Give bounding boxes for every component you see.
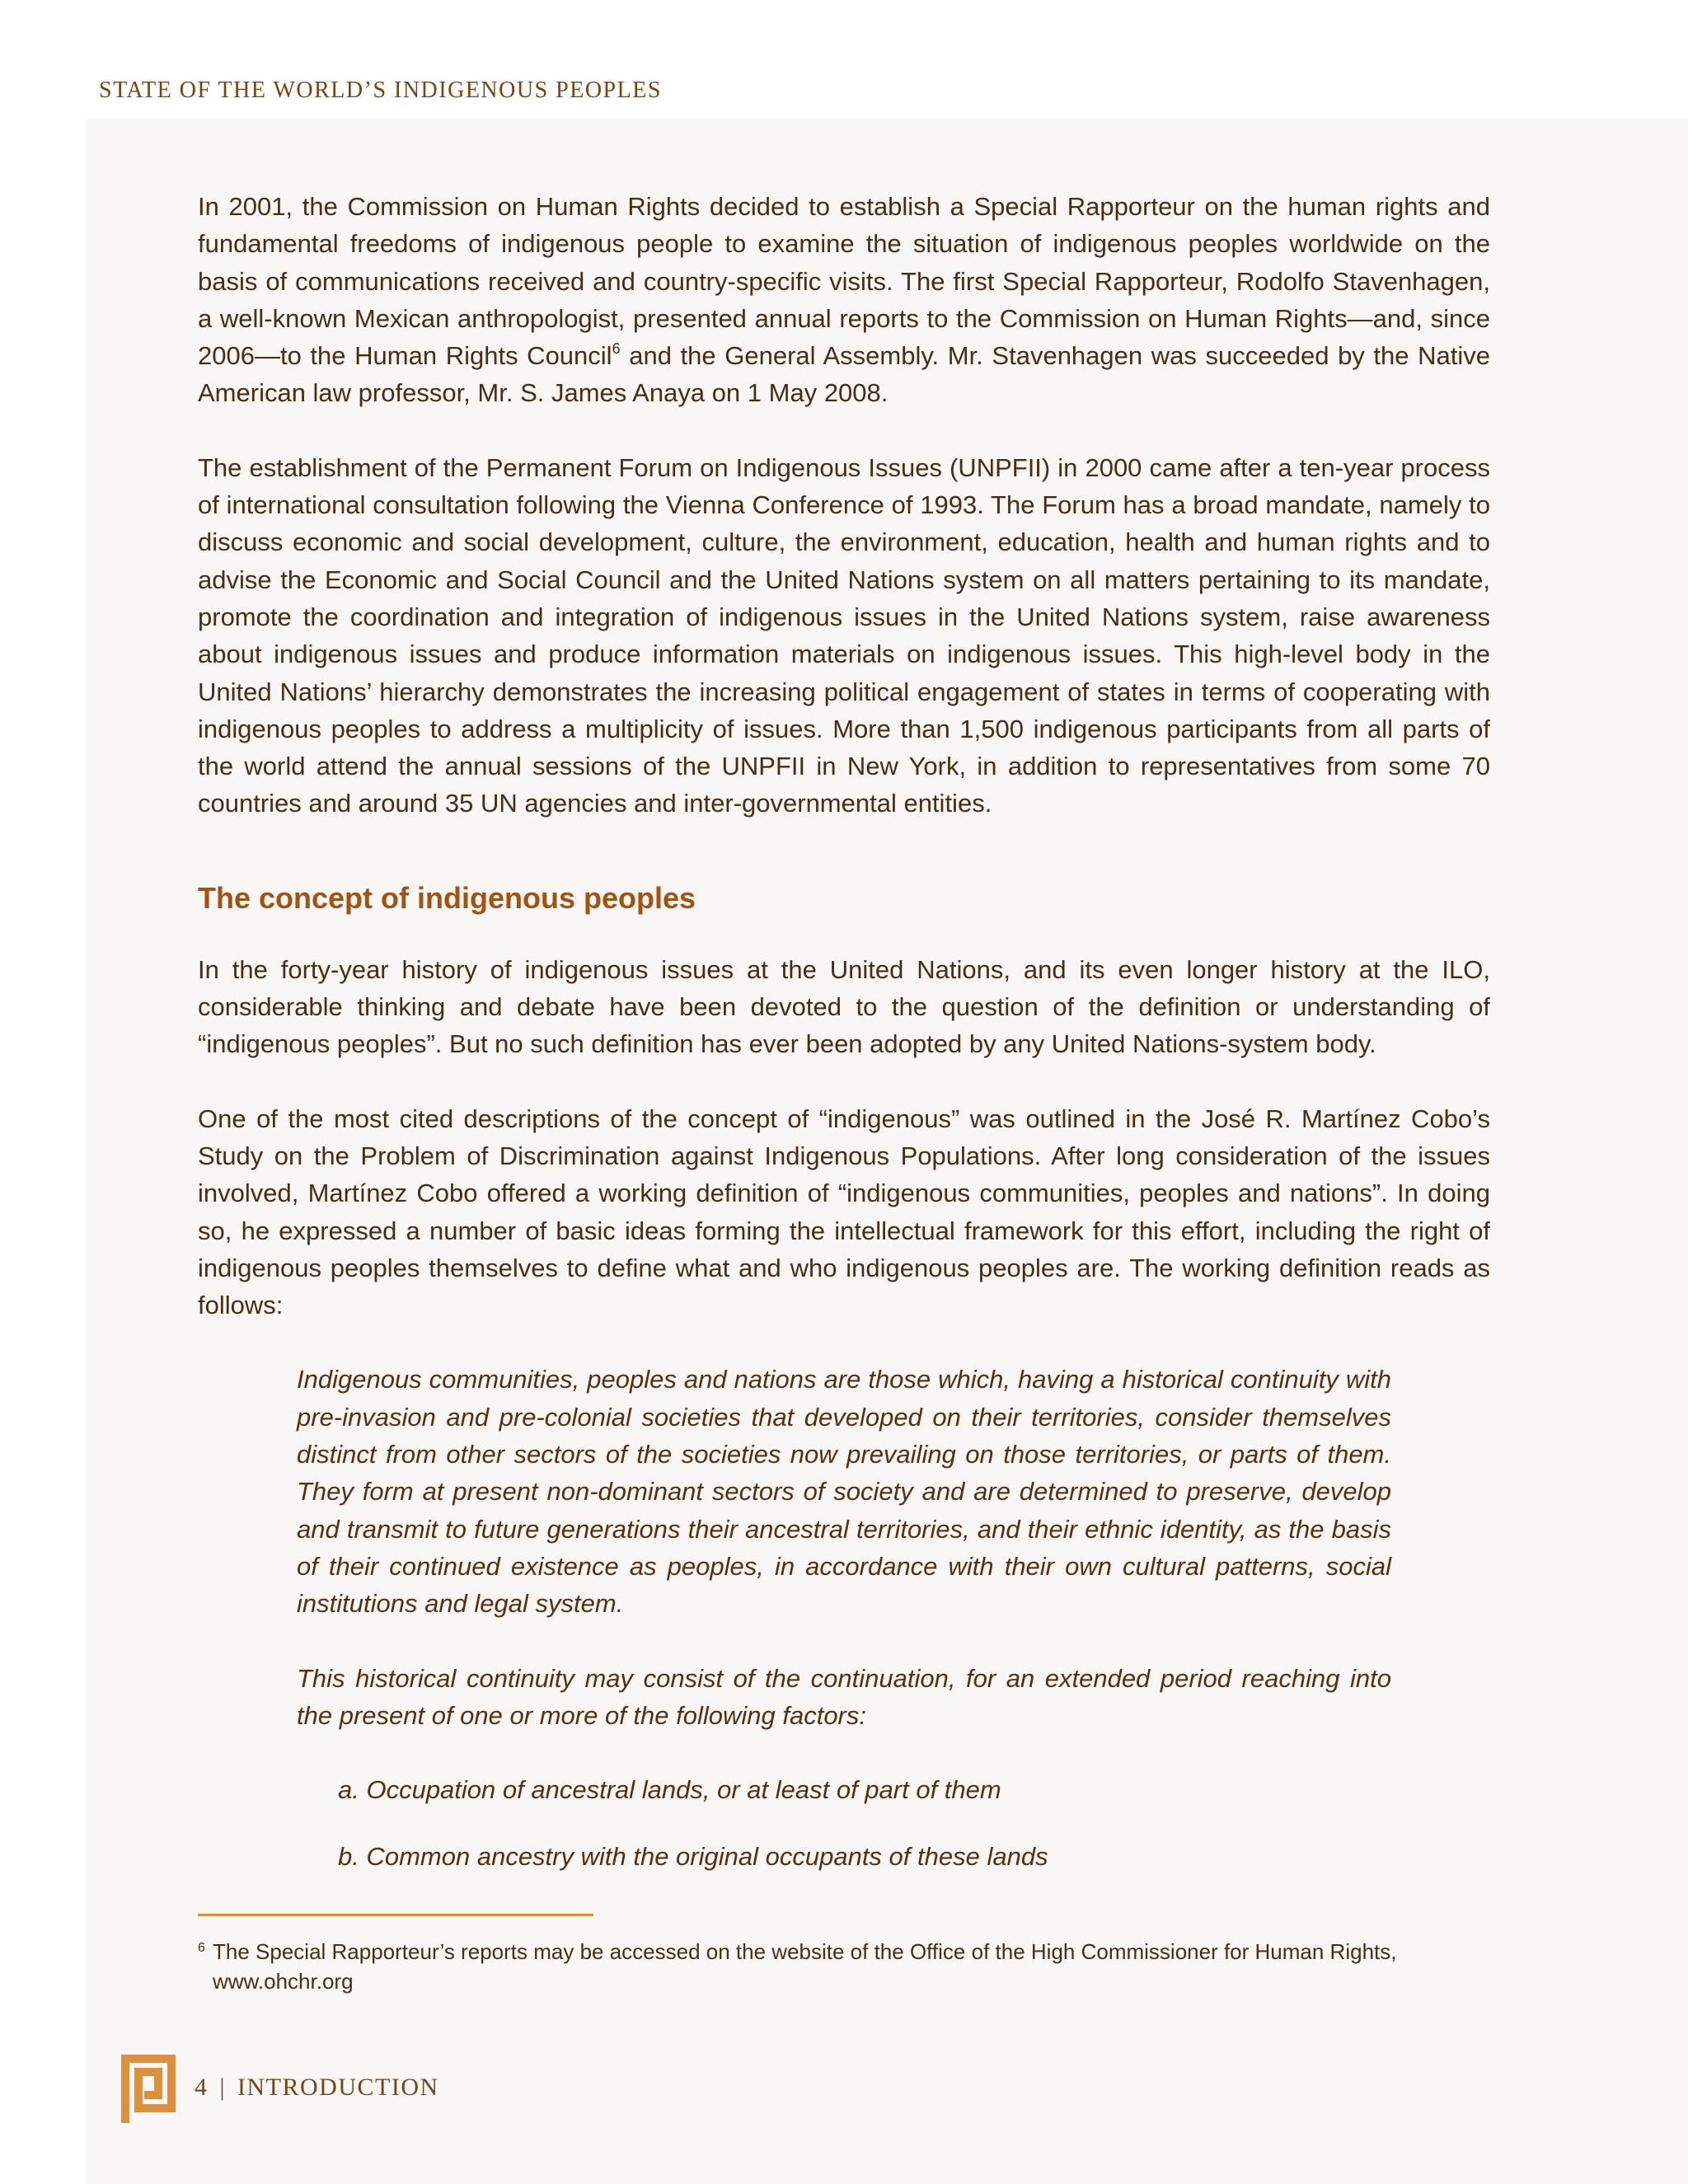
paragraph-text: and the General Assembly. Mr. Stavenhagen was succeeded by the Native American law professor, Mr. S. James Anaya on 1 May 2008.	[198, 341, 1491, 408]
section-heading: The concept of indigenous peoples	[198, 880, 696, 915]
section-label: INTRODUCTION	[237, 2074, 439, 2101]
footnote-text: The Special Rapporteur’s reports may be accessed on the website of the Office of the High Commissioner for Human Rights, www.ohchr.org	[213, 1939, 1397, 1994]
running-header: STATE OF THE WORLD’S INDIGENOUS PEOPLES	[99, 77, 662, 103]
paragraph-special-rapporteur	[198, 188, 1490, 412]
footnote	[198, 1937, 1490, 1996]
paragraph-permanent-forum: The establishment of the Permanent Forum on Indigenous Issues (UNPFII) in 2000 came after a ten-year process of international consultation following the Vienna Conference of 1993. The Forum has a broad mandate, namely to discuss economic and social development, culture, the environment, education, health and human rights and to advise the Economic and Social Council and the United Nations system on all matters pertaining to its mandate, promote the coordination and integration of indigenous issues in the United Nations system, raise awareness about indigenous issues and produce information materials on indigenous issues. This high-level body in the United Nations’ hierarchy demonstrates the increasing political engagement of states in terms of cooperating with indigenous peoples to address a multiplicity of issues. More than 1,500 indigenous participants from all parts of the world attend the annual sessions of the UNPFII in New York, in addition to representatives from some 70 countries and around 35 UN agencies and inter-governmental entities.	[198, 452, 1490, 818]
block-quote	[297, 1361, 1391, 1875]
footnote-divider	[198, 1914, 593, 1916]
page-number: 4	[195, 2074, 209, 2101]
paragraph-definition-history: In the forty-year history of indigenous issues at the United Nations, and its even longer history at the ILO, considerable thinking and debate have been devoted to the question of the definition or understanding of “indigenous peoples”. But no such definition has ever been adopted by any United Nations-system body.	[198, 954, 1490, 1059]
page-footer	[195, 2074, 439, 2102]
paragraph-martinez-cobo: One of the most cited descriptions of the concept of “indigenous” was outlined in the José R. Martínez Cobo’s Study on the Problem of Discrimination against Indigenous Populations. After long consideration of the issues involved, Martínez Cobo offered a working definition of “indigenous communities, peoples and nations”. In doing so, he expressed a number of basic ideas forming the intellectual framework for this effort, including the right of indigenous peoples themselves to define what and who indigenous peoples are. The working definition reads as follows:	[198, 1104, 1490, 1320]
footnote-reference[interactable]: 6	[612, 340, 621, 357]
footer-separator: |	[219, 2074, 227, 2101]
list-item: a. Occupation of ancestral lands, or at least of part of them	[338, 1775, 1001, 1805]
quote-paragraph: This historical continuity may consist of the continuation, for an extended period reaching into the present of one or more of the following factors:	[297, 1663, 1391, 1730]
quote-paragraph: Indigenous communities, peoples and nations are those which, having a historical continuity with pre-invasion and pre-colonial societies that developed on their territories, consider themselves distinct from other sectors of the societies now prevailing on those territories, or parts of them. They form at present non-dominant sectors of society and are determined to preserve, develop and transmit to future generations their ancestral territories, and their ethnic identity, as the basis of their continued existence as peoples, in accordance with their own cultural patterns, social institutions and legal system.	[297, 1365, 1391, 1619]
spiral-square-icon	[120, 2054, 176, 2123]
list-item: b. Common ancestry with the original occupants of these lands	[338, 1842, 1048, 1872]
main-content	[198, 188, 1490, 1905]
paragraph-text: In 2001, the Commission on Human Rights decided to establish a Special Rapporteur on the human rights and fundamental freedoms of indigenous people to examine the situation of indigenous peoples worldwide on the basis of communications received and country-specific visits. The first Special Rapporteur, Rodolfo Stavenhagen, a well-known Mexican anthropologist, presented annual reports to the Commission on Human Rights—and, since 2006—to the Human Rights Council	[198, 192, 1490, 371]
footnote-mark: 6	[198, 1941, 205, 1955]
